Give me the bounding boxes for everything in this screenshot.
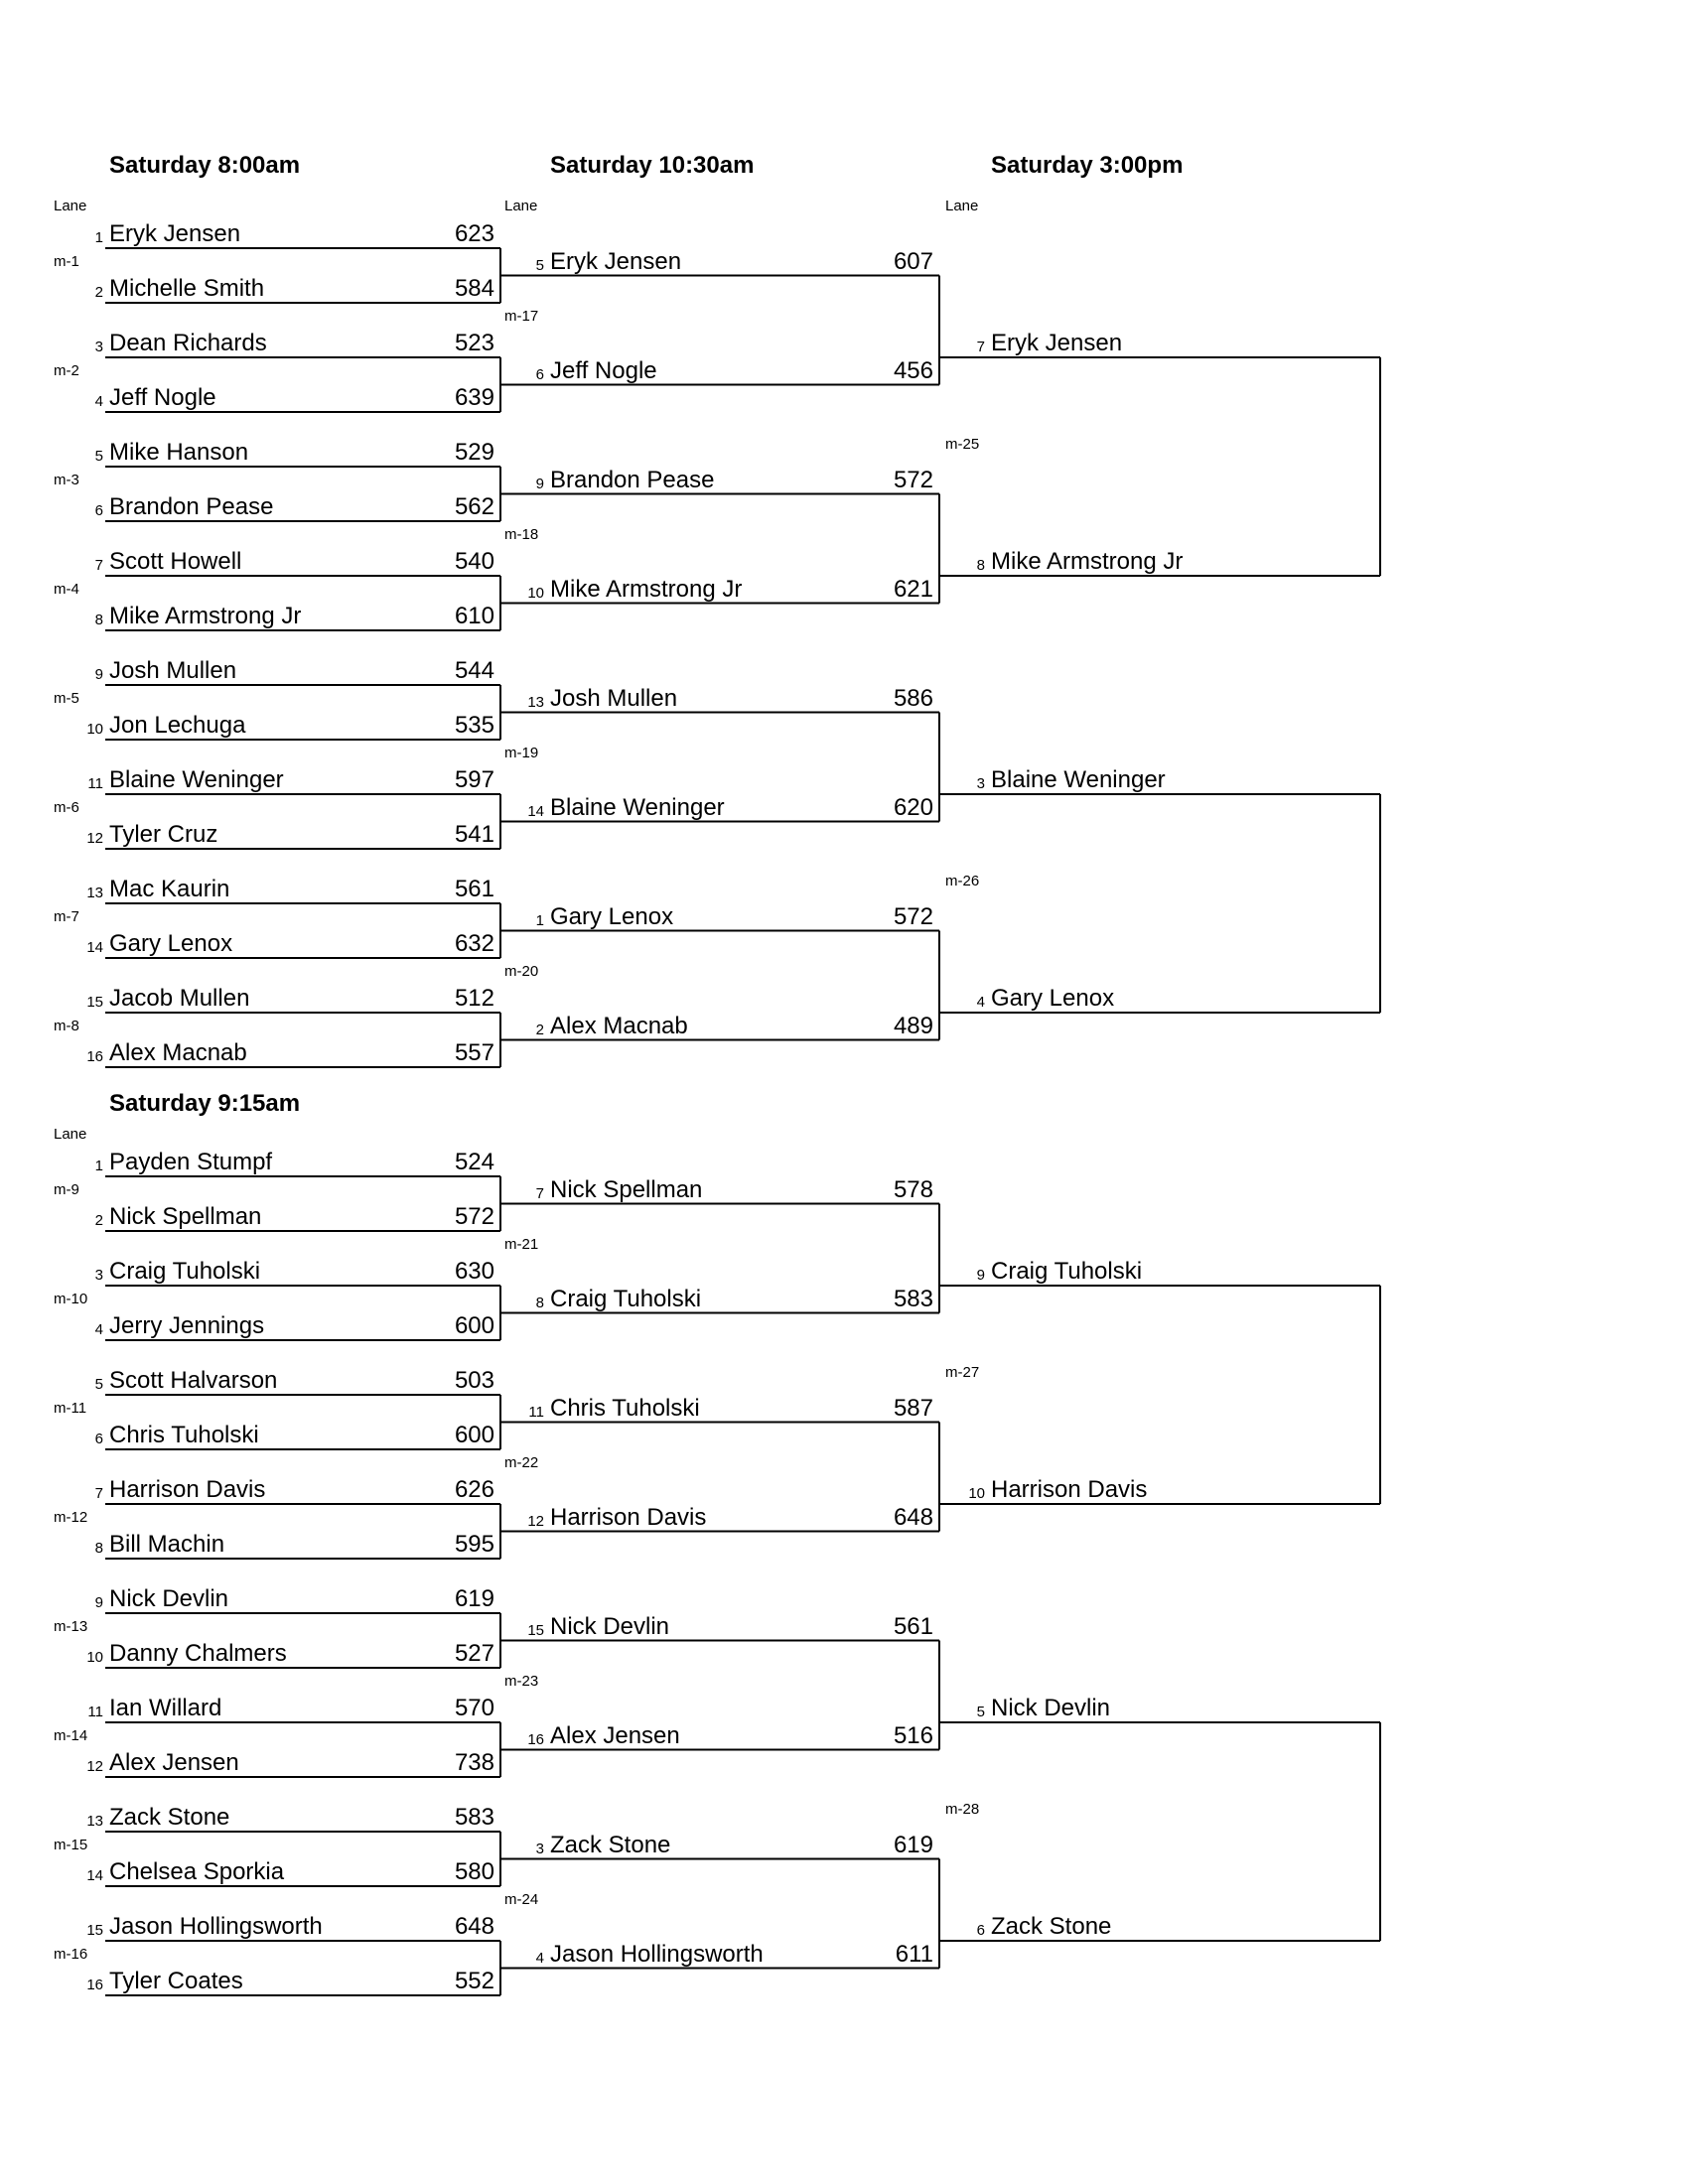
bowler-name: Craig Tuholski — [550, 1285, 702, 1312]
match-label-m-3: m-3 — [54, 471, 79, 488]
match-label-m-10: m-10 — [54, 1290, 88, 1307]
match-label-m-22: m-22 — [504, 1453, 539, 1471]
bowler-name: Craig Tuholski — [991, 1258, 1143, 1285]
bowler-score: 572 — [893, 902, 933, 930]
bowler-name: Blaine Weninger — [550, 793, 725, 821]
bowler-score: 648 — [893, 1503, 933, 1531]
entry-m-20-bottom — [504, 1013, 939, 1040]
entry-m-6-top — [64, 766, 500, 794]
entry-m-5-top — [64, 657, 500, 685]
entry-m-13-bottom — [64, 1640, 500, 1668]
match-label-m-23: m-23 — [504, 1672, 539, 1690]
entry-m-2-bottom — [64, 384, 500, 412]
entry-m-27-bottom — [945, 1476, 1380, 1504]
lane-number: 12 — [527, 1512, 544, 1530]
lane-number: 14 — [86, 1867, 103, 1884]
lane-number: 5 — [976, 1704, 985, 1720]
lane-number: 5 — [94, 448, 103, 465]
header-round3: Saturday 3:00pm — [991, 152, 1184, 179]
bowler-score: 626 — [454, 1476, 494, 1503]
bowler-score: 583 — [454, 1804, 494, 1831]
bowler-score: 586 — [893, 684, 933, 712]
entry-m-25-top — [945, 330, 1380, 357]
bowler-score: 630 — [454, 1258, 494, 1285]
entry-m-16-bottom — [64, 1968, 500, 1995]
bowler-name: Alex Jensen — [550, 1721, 680, 1749]
bowler-name: Eryk Jensen — [550, 247, 682, 275]
entry-m-5-bottom — [64, 712, 500, 740]
lane-number: 9 — [976, 1267, 985, 1284]
entry-m-14-top — [64, 1695, 500, 1722]
entry-m-4-bottom — [64, 603, 500, 630]
match-label-m-21: m-21 — [504, 1235, 539, 1253]
entry-m-28-top — [945, 1695, 1380, 1722]
bowler-name: Tyler Cruz — [109, 821, 218, 848]
bowler-score: 561 — [454, 876, 494, 902]
bowler-score: 607 — [893, 247, 933, 275]
bowler-score: 620 — [893, 793, 933, 821]
lane-number: 5 — [94, 1376, 103, 1393]
match-label-m-16: m-16 — [54, 1945, 88, 1963]
lane-number: 16 — [86, 1977, 103, 1993]
bowler-name: Chris Tuholski — [109, 1422, 259, 1448]
entry-m-10-top — [64, 1258, 500, 1286]
entry-m-27-top — [945, 1258, 1380, 1286]
bowler-name: Zack Stone — [550, 1831, 671, 1858]
bowler-score: 540 — [454, 548, 494, 575]
lane-number: 10 — [86, 721, 103, 738]
match-label-m-8: m-8 — [54, 1017, 79, 1034]
bowler-name: Alex Macnab — [109, 1039, 247, 1066]
lane-number: 4 — [976, 994, 985, 1011]
match-label-m-5: m-5 — [54, 689, 79, 707]
bowler-name: Mike Armstrong Jr — [550, 575, 743, 603]
bowler-name: Scott Howell — [109, 548, 242, 575]
lane-number: 9 — [94, 666, 103, 683]
bowler-score: 597 — [454, 766, 494, 793]
match-label-m-1: m-1 — [54, 252, 79, 270]
bowler-name: Jeff Nogle — [550, 356, 657, 384]
entry-m-3-bottom — [64, 493, 500, 521]
bowler-name: Eryk Jensen — [991, 330, 1123, 356]
entry-m-2-top — [64, 330, 500, 357]
bowler-score: 648 — [454, 1913, 494, 1940]
lane-number: 10 — [86, 1649, 103, 1666]
lane-number: 12 — [86, 830, 103, 847]
entry-m-7-bottom — [64, 930, 500, 958]
bowler-score: 524 — [454, 1149, 494, 1175]
lane-number: 9 — [94, 1594, 103, 1611]
lane-number: 6 — [535, 365, 544, 383]
match-label-m-27: m-27 — [945, 1364, 980, 1381]
lane-header-round3: Lane — [945, 198, 979, 214]
lane-number: 6 — [976, 1922, 985, 1939]
lane-number: 3 — [535, 1840, 544, 1857]
entry-m-17-top — [504, 248, 939, 276]
entry-m-1-bottom — [64, 275, 500, 303]
bowler-score: 562 — [454, 493, 494, 520]
bowler-name: Craig Tuholski — [109, 1258, 261, 1285]
entry-m-7-top — [64, 876, 500, 903]
entry-m-4-top — [64, 548, 500, 576]
bowler-name: Nick Devlin — [550, 1612, 670, 1640]
lane-number: 15 — [86, 1922, 103, 1939]
entry-m-13-top — [64, 1585, 500, 1613]
header-round2: Saturday 10:30am — [550, 152, 755, 179]
lane-header-round1-a: Lane — [54, 198, 87, 214]
match-label-m-7: m-7 — [54, 907, 79, 925]
bowler-score: 512 — [454, 985, 494, 1012]
bowler-score: 557 — [454, 1039, 494, 1066]
bowler-score: 552 — [454, 1968, 494, 1994]
lane-number: 14 — [527, 802, 544, 820]
bowler-score: 572 — [454, 1203, 494, 1230]
bowler-name: Harrison Davis — [109, 1476, 266, 1503]
entry-m-22-top — [504, 1395, 939, 1423]
bowler-name: Brandon Pease — [550, 466, 715, 493]
entry-m-18-bottom — [504, 576, 939, 604]
header-round1-a: Saturday 8:00am — [109, 152, 301, 179]
entry-m-26-top — [945, 766, 1380, 794]
entry-m-9-top — [64, 1149, 500, 1176]
entry-m-6-bottom — [64, 821, 500, 849]
bowler-score: 578 — [893, 1175, 933, 1203]
entry-m-25-bottom — [945, 548, 1380, 576]
match-label-m-14: m-14 — [54, 1726, 88, 1744]
entry-m-24-bottom — [504, 1941, 939, 1969]
bowler-score: 516 — [893, 1721, 933, 1749]
bowler-name: Alex Jensen — [109, 1749, 239, 1776]
bowler-name: Danny Chalmers — [109, 1640, 287, 1667]
entry-m-16-top — [64, 1913, 500, 1941]
bowler-score: 523 — [454, 330, 494, 356]
entry-m-11-bottom — [64, 1422, 500, 1449]
bowler-name: Nick Spellman — [550, 1175, 703, 1203]
bowler-score: 623 — [454, 220, 494, 247]
lane-number: 13 — [86, 1813, 103, 1830]
entry-m-9-bottom — [64, 1203, 500, 1231]
entry-m-1-top — [64, 220, 500, 248]
match-label-m-17: m-17 — [504, 307, 539, 325]
bowler-name: Mike Armstrong Jr — [991, 548, 1184, 575]
entry-m-26-bottom — [945, 985, 1380, 1013]
bowler-name: Zack Stone — [991, 1913, 1112, 1940]
entry-m-21-bottom — [504, 1286, 939, 1313]
match-label-m-4: m-4 — [54, 580, 79, 598]
match-label-m-26: m-26 — [945, 873, 980, 889]
entry-m-19-top — [504, 685, 939, 713]
bowler-score: 587 — [893, 1394, 933, 1422]
bowler-score: 572 — [893, 466, 933, 493]
lane-number: 16 — [86, 1048, 103, 1065]
match-label-m-11: m-11 — [54, 1399, 87, 1417]
lane-number: 2 — [94, 1212, 103, 1229]
entry-m-19-bottom — [504, 794, 939, 822]
lane-number: 7 — [94, 557, 103, 574]
bowler-name: Nick Devlin — [109, 1585, 229, 1612]
bowler-score: 600 — [454, 1312, 494, 1339]
bowler-score: 595 — [454, 1531, 494, 1558]
lane-number: 7 — [976, 339, 985, 355]
entry-m-3-top — [64, 439, 500, 467]
lane-number: 1 — [94, 1158, 103, 1174]
lane-number: 8 — [976, 557, 985, 574]
lane-number: 1 — [94, 229, 103, 246]
bowler-score: 600 — [454, 1422, 494, 1448]
bowler-name: Dean Richards — [109, 330, 267, 356]
bowler-score: 489 — [893, 1012, 933, 1039]
bowler-name: Jeff Nogle — [109, 384, 216, 411]
lane-number: 2 — [535, 1021, 544, 1038]
lane-number: 8 — [94, 612, 103, 628]
bowler-name: Gary Lenox — [109, 930, 233, 957]
lane-number: 4 — [94, 1321, 103, 1338]
bowler-score: 619 — [454, 1585, 494, 1612]
lane-number: 15 — [86, 994, 103, 1011]
lane-number: 10 — [527, 584, 544, 602]
lane-header-round2: Lane — [504, 198, 538, 214]
lane-number: 11 — [87, 1704, 103, 1720]
bowler-name: Brandon Pease — [109, 493, 274, 520]
entry-m-12-bottom — [64, 1531, 500, 1559]
entry-m-20-top — [504, 903, 939, 931]
lane-number: 8 — [94, 1540, 103, 1557]
bowler-name: Chelsea Sporkia — [109, 1858, 285, 1885]
entry-m-8-top — [64, 985, 500, 1013]
bowler-score: 619 — [893, 1831, 933, 1858]
bowler-name: Nick Devlin — [991, 1695, 1111, 1721]
bowler-score: 456 — [893, 356, 933, 384]
lane-number: 4 — [94, 393, 103, 410]
lane-number: 16 — [527, 1730, 544, 1748]
entry-m-23-top — [504, 1613, 939, 1641]
bowler-name: Blaine Weninger — [991, 766, 1166, 793]
match-label-m-12: m-12 — [54, 1508, 88, 1526]
bowler-score: 610 — [454, 603, 494, 629]
bowler-name: Chris Tuholski — [550, 1394, 700, 1422]
match-label-m-18: m-18 — [504, 525, 539, 543]
bowler-name: Tyler Coates — [109, 1968, 243, 1994]
lane-number: 11 — [528, 1403, 544, 1421]
entry-m-24-top — [504, 1832, 939, 1859]
entry-m-11-top — [64, 1367, 500, 1395]
bowler-name: Alex Macnab — [550, 1012, 688, 1039]
bowler-score: 580 — [454, 1858, 494, 1885]
entry-m-18-top — [504, 467, 939, 494]
bowler-score: 561 — [893, 1612, 933, 1640]
lane-number: 12 — [86, 1758, 103, 1775]
entry-m-17-bottom — [504, 357, 939, 385]
bowler-score: 570 — [454, 1695, 494, 1721]
entry-m-23-bottom — [504, 1722, 939, 1750]
bowler-score: 541 — [454, 821, 494, 848]
lane-number: 9 — [535, 475, 544, 492]
entry-m-28-bottom — [945, 1913, 1380, 1941]
bowler-name: Josh Mullen — [109, 657, 237, 684]
bowler-score: 584 — [454, 275, 494, 302]
entry-m-8-bottom — [64, 1039, 500, 1067]
lane-header-round1-b: Lane — [54, 1126, 87, 1143]
bowler-name: Nick Spellman — [109, 1203, 262, 1230]
bowler-name: Mike Armstrong Jr — [109, 603, 302, 629]
lane-number: 8 — [535, 1294, 544, 1311]
lane-number: 3 — [976, 775, 985, 792]
bowler-score: 529 — [454, 439, 494, 466]
lane-number: 3 — [94, 1267, 103, 1284]
bowler-score: 544 — [454, 657, 494, 684]
match-label-m-13: m-13 — [54, 1617, 88, 1635]
bowler-name: Payden Stumpf — [109, 1149, 273, 1175]
bowler-score: 738 — [454, 1749, 494, 1776]
bowler-name: Mac Kaurin — [109, 876, 230, 902]
entry-m-12-top — [64, 1476, 500, 1504]
lane-number: 4 — [535, 1949, 544, 1967]
match-label-m-20: m-20 — [504, 962, 539, 980]
lane-number: 6 — [94, 1431, 103, 1447]
match-label-m-15: m-15 — [54, 1836, 88, 1853]
match-label-m-2: m-2 — [54, 361, 79, 379]
bowler-name: Gary Lenox — [550, 902, 674, 930]
bowler-name: Jon Lechuga — [109, 712, 246, 739]
lane-number: 13 — [527, 693, 544, 711]
bowler-name: Bill Machin — [109, 1531, 225, 1558]
bowler-score: 632 — [454, 930, 494, 957]
lane-number: 1 — [535, 911, 544, 929]
bowler-name: Harrison Davis — [991, 1476, 1148, 1503]
lane-number: 6 — [94, 502, 103, 519]
match-label-m-6: m-6 — [54, 798, 79, 816]
lane-number: 13 — [86, 885, 103, 901]
match-label-m-24: m-24 — [504, 1890, 539, 1908]
bowler-score: 611 — [895, 1940, 933, 1968]
entry-m-15-top — [64, 1804, 500, 1832]
lane-number: 11 — [87, 775, 103, 792]
bowler-score: 503 — [454, 1367, 494, 1394]
entry-m-22-bottom — [504, 1504, 939, 1532]
bowler-name: Jason Hollingsworth — [109, 1913, 323, 1940]
lane-number: 5 — [535, 256, 544, 274]
bowler-score: 583 — [893, 1285, 933, 1312]
lane-number: 15 — [527, 1621, 544, 1639]
entry-m-15-bottom — [64, 1858, 500, 1886]
bowler-name: Mike Hanson — [109, 439, 249, 466]
header-round1-b: Saturday 9:15am — [109, 1090, 301, 1117]
bowler-score: 535 — [454, 712, 494, 739]
lane-number: 7 — [94, 1485, 103, 1502]
bowler-name: Jerry Jennings — [109, 1312, 265, 1339]
bowler-score: 621 — [893, 575, 933, 603]
lane-number: 7 — [535, 1184, 544, 1202]
bowler-name: Eryk Jensen — [109, 220, 241, 247]
bowler-name: Gary Lenox — [991, 985, 1115, 1012]
bowler-name: Scott Halvarson — [109, 1367, 278, 1394]
bowler-name: Jacob Mullen — [109, 985, 250, 1012]
lane-number: 14 — [86, 939, 103, 956]
lane-number: 2 — [94, 284, 103, 301]
bowler-score: 639 — [454, 384, 494, 411]
lane-number: 3 — [94, 339, 103, 355]
bowler-name: Michelle Smith — [109, 275, 265, 302]
entry-m-10-bottom — [64, 1312, 500, 1340]
match-label-m-9: m-9 — [54, 1180, 79, 1198]
bowler-name: Harrison Davis — [550, 1503, 707, 1531]
bowler-name: Jason Hollingsworth — [550, 1940, 764, 1968]
entry-m-21-top — [504, 1176, 939, 1204]
lane-number: 10 — [968, 1485, 985, 1502]
bowler-name: Ian Willard — [109, 1695, 222, 1721]
match-label-m-28: m-28 — [945, 1801, 980, 1818]
bowler-name: Josh Mullen — [550, 684, 678, 712]
match-label-m-19: m-19 — [504, 744, 539, 761]
match-label-m-25: m-25 — [945, 436, 980, 453]
bowler-score: 527 — [454, 1640, 494, 1667]
bowler-name: Blaine Weninger — [109, 766, 284, 793]
entry-m-14-bottom — [64, 1749, 500, 1777]
bowler-name: Zack Stone — [109, 1804, 230, 1831]
